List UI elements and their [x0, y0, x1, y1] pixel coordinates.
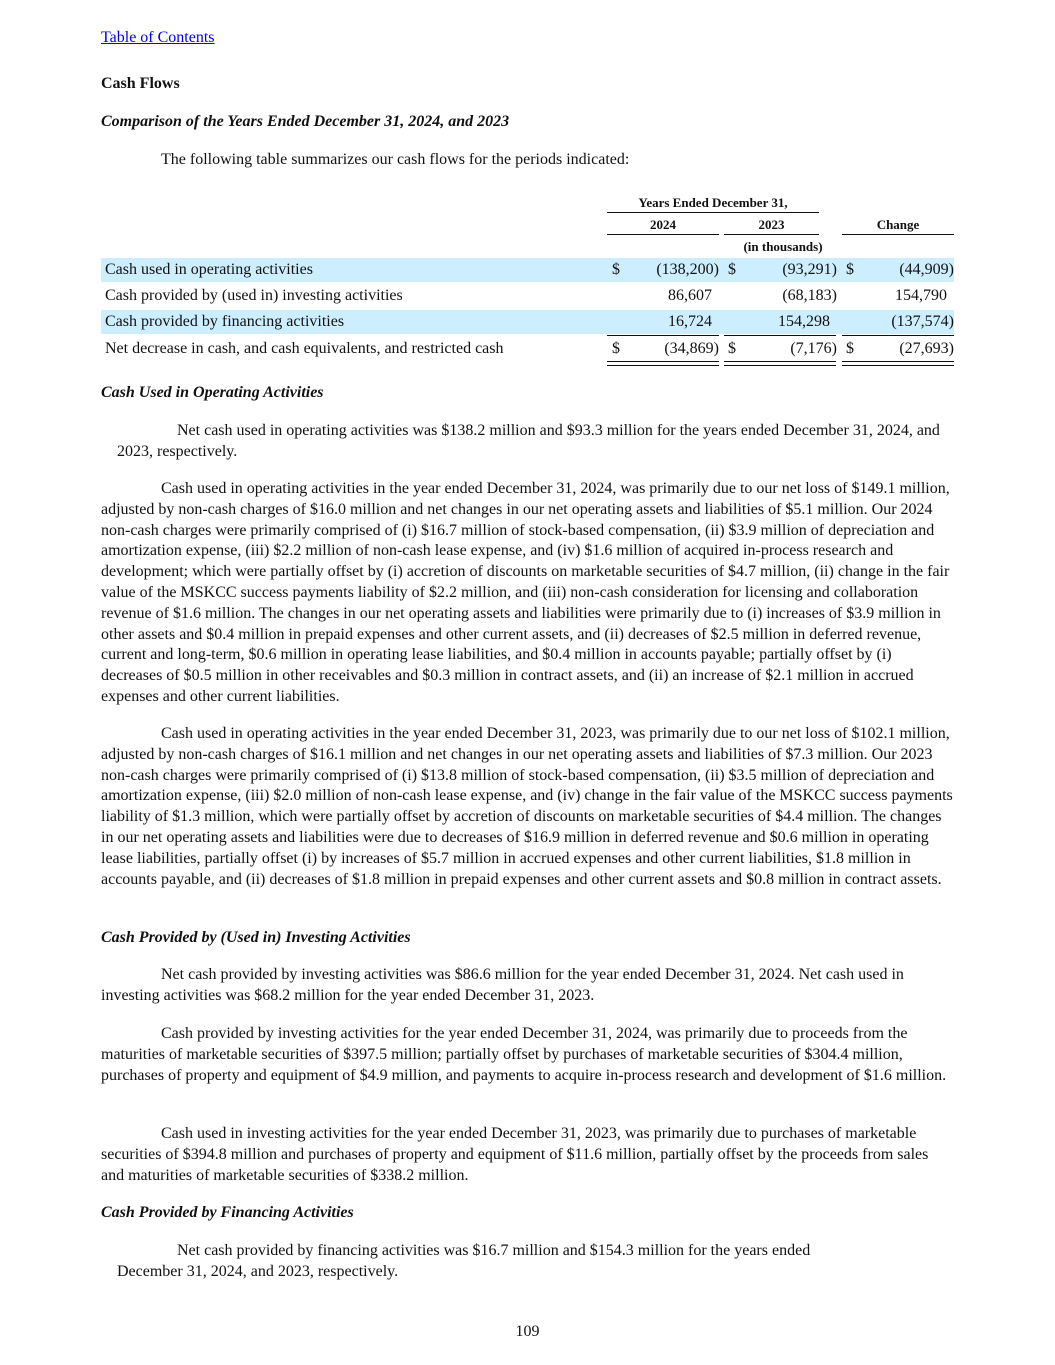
- section-subtitle: Comparison of the Years Ended December 31, 2024, and 2023: [101, 113, 510, 130]
- section-title: Cash Flows: [101, 75, 180, 92]
- paragraph-text: Cash used in operating activities in the year ended December 31, 2024, was primarily due to our net loss of $149.1 million, adjusted by non-cash charges of $16.0 million and net changes in our net operating assets and liabilities of $5.1 million. Our 2024 non-cash charges were primarily comprised of (i) $16.7 million of stock-based compensation, (ii) $3.9 million of depreciation and amortization expense, (iii) $2.2 million of non-cash lease expense, and (iv) $1.6 million of acquired in-process research and development; which were partially offset by (i) accretion of discounts on marketable securities of $4.7 million, (ii) change in the fair value of the MSKCC success payments liability of $2.2 million, and (iii) non-cash consideration for licensing and collaboration revenue of $1.6 million. The changes in our net operating assets and liabilities were primarily due to (i) increases of $3.9 million in other assets and $0.4 million in prepaid expenses and other current assets, and (ii) decreases of $2.5 million in deferred revenue, current and long-term, $0.6 million in operating lease liabilities, and $0.4 million in accounts payable; partially offset by (i) decreases of $0.5 million in other receivables and $0.3 million in contract assets, and (ii) an increase of $2.1 million in accrued expenses and other current liabilities.: [101, 480, 950, 705]
- operating-paragraph-3: [101, 724, 954, 890]
- divider: [607, 234, 719, 235]
- unit-label: (in thousands): [743, 239, 823, 254]
- operating-paragraph-1: [117, 421, 954, 463]
- divider: [607, 335, 719, 336]
- table-of-contents-link[interactable]: Table of Contents: [101, 29, 215, 46]
- operating-paragraph-2: [101, 479, 954, 708]
- investing-paragraph-2: [101, 1024, 954, 1086]
- currency-symbol: $: [612, 340, 620, 357]
- value-2023: (68,183): [782, 287, 837, 304]
- table-row: [101, 337, 954, 361]
- row-label: Cash used in operating activities: [105, 261, 313, 278]
- row-label: Cash provided by (used in) investing activities: [105, 287, 403, 304]
- value-2024: (34,869): [664, 340, 719, 357]
- paragraph-text: Net cash used in operating activities was $138.2 million and $93.3 million for the years ended December 31, 2024, and 2023, respectively.: [117, 422, 940, 460]
- value-change: (44,909): [899, 261, 954, 278]
- intro-paragraph: [101, 150, 954, 171]
- divider: [607, 212, 819, 213]
- investing-paragraph-3: [101, 1124, 954, 1186]
- row-label: Cash provided by financing activities: [105, 313, 345, 330]
- divider: [724, 335, 836, 336]
- column-header-2024: 2024: [650, 217, 676, 232]
- group-header: Years Ended December 31,: [638, 195, 788, 210]
- table-row: [101, 258, 954, 282]
- operating-heading: Cash Used in Operating Activities: [101, 384, 324, 401]
- value-change: 154,790: [895, 287, 947, 304]
- intro-text: The following table summarizes our cash flows for the periods indicated:: [161, 151, 630, 168]
- row-label: Net decrease in cash, and cash equivalents, and restricted cash: [105, 340, 504, 357]
- currency-symbol: $: [846, 261, 854, 278]
- table-row: [101, 284, 954, 308]
- financing-paragraph-1: [117, 1241, 877, 1283]
- currency-symbol: $: [612, 261, 620, 278]
- paragraph-text: Cash used in investing activities for the year ended December 31, 2023, was primarily due to purchases of marketable securities of $394.8 million and purchases of property and equipment of $11.6 million, partially offset by the proceeds from sales and maturities of marketable securities of $338.2 million.: [101, 1125, 929, 1184]
- value-change: (27,693): [899, 340, 954, 357]
- value-2024: (138,200): [656, 261, 719, 278]
- value-2024: 16,724: [668, 313, 712, 330]
- double-underline: [842, 361, 954, 366]
- value-2023: 154,298: [778, 313, 830, 330]
- table-row: [101, 310, 954, 334]
- divider: [842, 335, 954, 336]
- value-2023: (93,291): [782, 261, 837, 278]
- double-underline: [607, 361, 719, 366]
- currency-symbol: $: [728, 261, 736, 278]
- value-change: (137,574): [891, 313, 954, 330]
- column-header-change: Change: [876, 217, 920, 232]
- paragraph-text: Net cash provided by financing activities was $16.7 million and $154.3 million for the years ended December 31, 2024, and 2023, respectively.: [117, 1242, 811, 1280]
- column-header-2023: 2023: [758, 217, 785, 232]
- divider: [842, 234, 954, 235]
- currency-symbol: $: [846, 340, 854, 357]
- investing-paragraph-1: [101, 965, 954, 1007]
- divider: [724, 234, 819, 235]
- paragraph-text: Net cash provided by investing activities was $86.6 million for the year ended December 31, 2024. Net cash used in investing activities was $68.2 million for the year ended December 31, 2023.: [101, 966, 904, 1004]
- currency-symbol: $: [728, 340, 736, 357]
- double-underline: [724, 361, 836, 366]
- paragraph-text: Cash provided by investing activities for the year ended December 31, 2024, was primarily due to proceeds from the maturities of marketable securities of $397.5 million; partially offset by purchases of marketable securities of $304.4 million, purchases of property and equipment of $4.9 million, and payments to acquire in-process research and development of $1.6 million.: [101, 1025, 947, 1084]
- value-2023: (7,176): [790, 340, 837, 357]
- financing-heading: Cash Provided by Financing Activities: [101, 1204, 354, 1221]
- paragraph-text: Cash used in operating activities in the year ended December 31, 2023, was primarily due to our net loss of $102.1 million, adjusted by non-cash charges of $16.1 million and net changes in our net operating assets and liabilities of $7.3 million. Our 2023 non-cash charges were primarily comprised of (i) $13.8 million of stock-based compensation, (ii) $3.5 million of depreciation and amortization expense, (iii) $2.0 million of non-cash lease expense, and (iv) change in the fair value of the MSKCC success payments liability of $1.3 million, which were partially offset by accretion of discounts on marketable securities of $4.4 million. The changes in our net operating assets and liabilities were due to decreases of $16.9 million in deferred revenue and $0.6 million in operating lease liabilities, partially offset (i) by increases of $5.7 million in accrued expenses and other current liabilities, $1.8 million in accounts payable, and (ii) decreases of $1.8 million in prepaid expenses and other current assets and $0.8 million in contract assets.: [101, 725, 953, 888]
- page-number: 109: [515, 1323, 540, 1340]
- value-2024: 86,607: [668, 287, 712, 304]
- investing-heading: Cash Provided by (Used in) Investing Activities: [101, 929, 411, 946]
